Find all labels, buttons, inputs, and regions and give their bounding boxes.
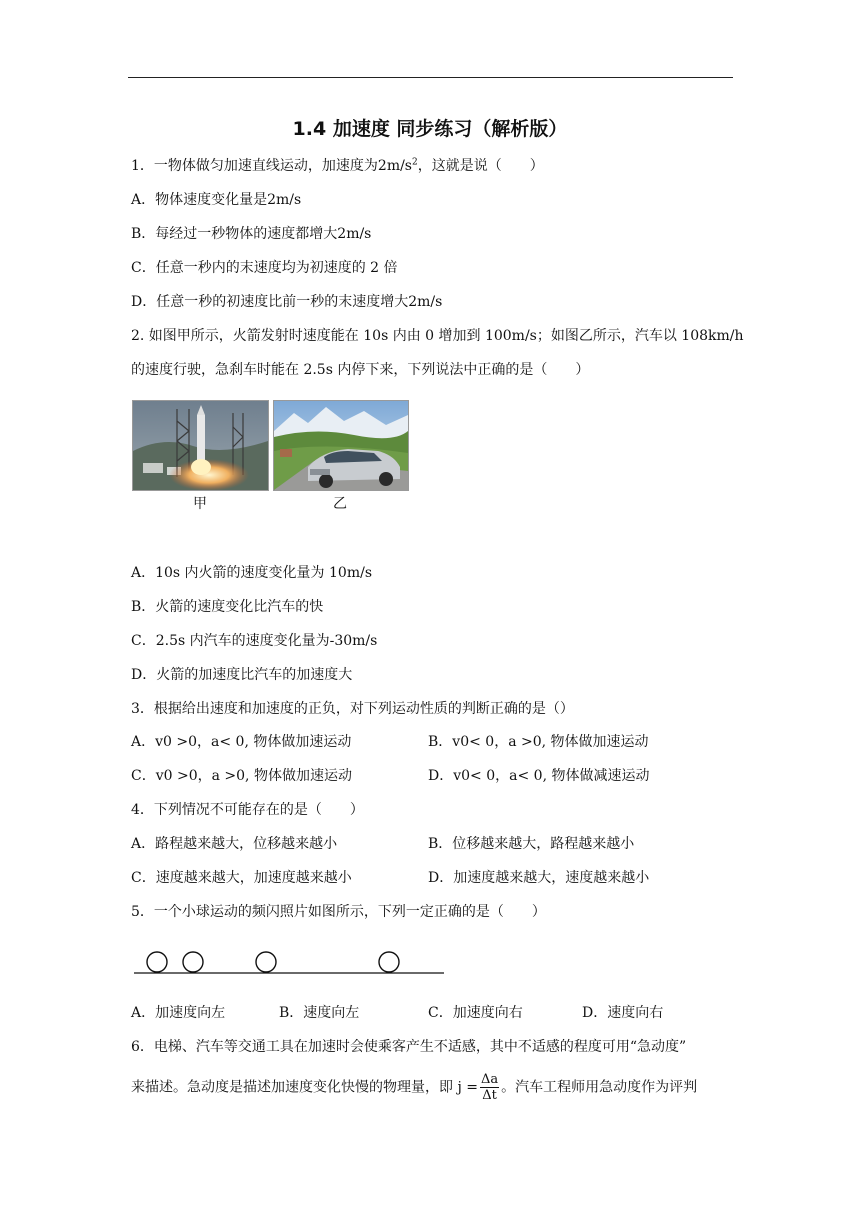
strobe-photo-diagram xyxy=(132,945,448,979)
q5-option-c: C．加速度向右 xyxy=(428,1005,523,1021)
ball-2 xyxy=(183,952,203,972)
q4-option-b: B．位移越来越大，路程越来越小 xyxy=(428,836,635,852)
q4-option-d: D．加速度越来越大，速度越来越小 xyxy=(428,870,650,886)
header-rule xyxy=(128,77,733,78)
ball-1 xyxy=(147,952,167,972)
q3-option-a: A．v0 >0，a< 0, 物体做加速运动 xyxy=(131,734,352,750)
q6-line1: 6．电梯、汽车等交通工具在加速时会使乘客产生不适感，其中不适感的程度可用“急动度” xyxy=(131,1039,687,1055)
ball-4 xyxy=(379,952,399,972)
q1-option-d: D．任意一秒的初速度比前一秒的末速度增大2m/s xyxy=(131,294,443,310)
q3-option-d: D．v0< 0，a< 0, 物体做减速运动 xyxy=(428,768,650,784)
q5-option-d: D．速度向右 xyxy=(582,1005,664,1021)
q6-line2: 来描述。急动度是描述加速度变化快慢的物理量，即 j = $\frac{\Delta a}{\Delta t}$ 。汽车工程师用急动度作为评判 xyxy=(131,1072,698,1103)
q2-option-b: B．火箭的速度变化比汽车的快 xyxy=(131,599,324,615)
q2-option-a: A．10s 内火箭的速度变化量为 10m/s xyxy=(131,565,373,581)
caption-yi: 乙 xyxy=(333,496,347,512)
q2-stem-line1: 2. 如图甲所示，火箭发射时速度能在 10s 内由 0 增加到 100m/s；如图乙所示，汽车以 108km/h xyxy=(131,328,744,344)
q1-stem: 1．一物体做匀加速直线运动，加速度为$2m/s^2$，这就是说（ ） xyxy=(131,157,544,174)
q5-option-b: B．速度向左 xyxy=(279,1005,360,1021)
q4-option-c: C．速度越来越大，加速度越来越小 xyxy=(131,870,352,886)
q1-option-c: C．任意一秒内的末速度均为初速度的 2 倍 xyxy=(131,260,398,276)
q4-stem: 4．下列情况不可能存在的是（ ） xyxy=(131,802,364,818)
q2-option-d: D．火箭的加速度比汽车的加速度大 xyxy=(131,667,353,683)
ball-3 xyxy=(256,952,276,972)
q5-stem: 5．一个小球运动的频闪照片如图所示，下列一定正确的是（ ） xyxy=(131,904,546,920)
q1-option-a: A．物体速度变化量是2m/s xyxy=(131,192,302,208)
q3-option-c: C．v0 >0，a >0, 物体做加速运动 xyxy=(131,768,352,784)
rocket-launch-photo xyxy=(132,400,269,491)
car-photo xyxy=(273,400,409,491)
q4-option-a: A．路程越来越大，位移越来越小 xyxy=(131,836,338,852)
q1-option-b: B．每经过一秒物体的速度都增大2m/s xyxy=(131,226,372,242)
q3-option-b: B．v0< 0，a >0, 物体做加速运动 xyxy=(428,734,649,750)
q2-stem-line2: 的速度行驶，急刹车时能在 2.5s 内停下来，下列说法中正确的是（ ） xyxy=(131,362,590,378)
page-title: 1.4 加速度 同步练习（解析版） xyxy=(292,118,568,140)
q3-stem: 3．根据给出速度和加速度的正负，对下列运动性质的判断正确的是（） xyxy=(131,701,574,717)
caption-jia: 甲 xyxy=(193,496,207,512)
q2-option-c: C．2.5s 内汽车的速度变化量为-30m/s xyxy=(131,633,378,649)
jerk-formula-fraction: $\frac{\Delta a}{\Delta t}$ xyxy=(480,1072,499,1103)
q5-option-a: A．加速度向左 xyxy=(131,1005,226,1021)
